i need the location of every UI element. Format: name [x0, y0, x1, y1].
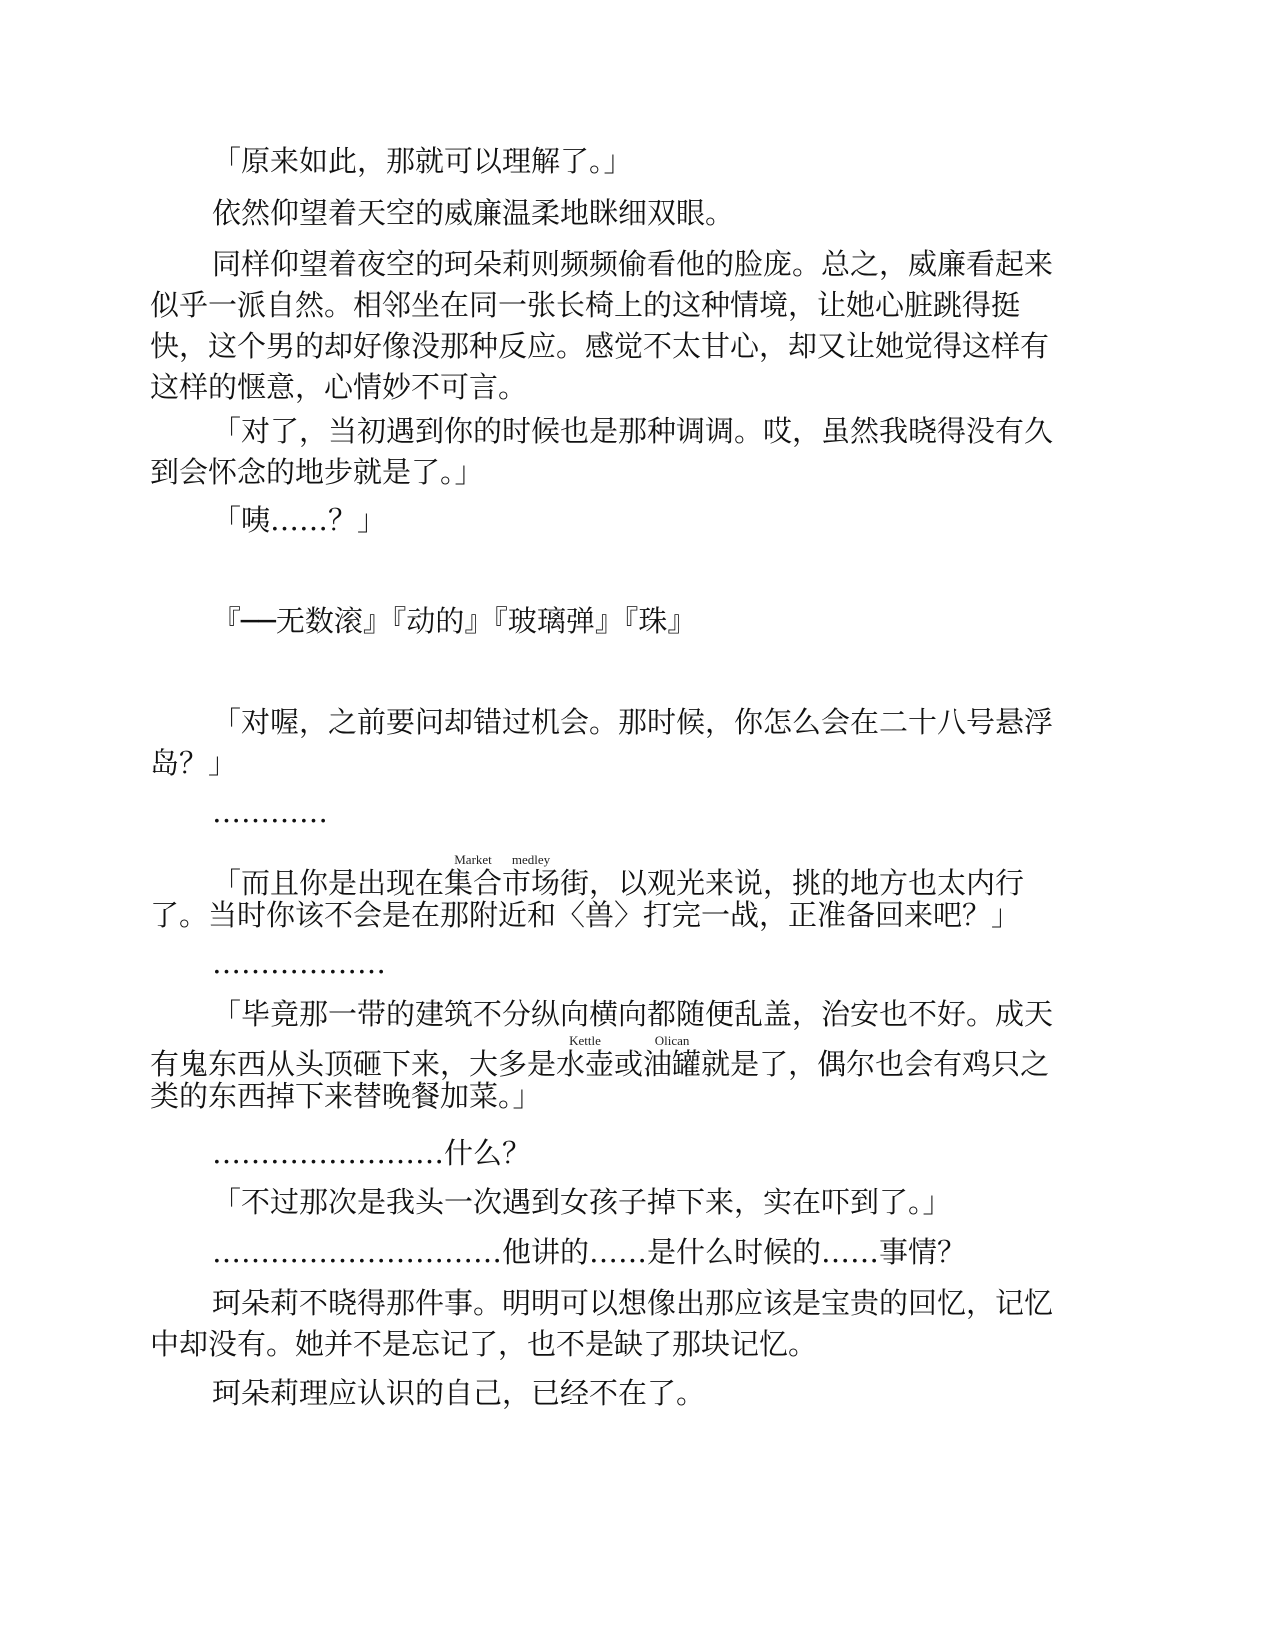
- text-segment: 街，以观光来说，挑的地方也太内行: [560, 866, 1025, 900]
- text-line: 这样的惬意，心情妙不可言。: [150, 370, 528, 404]
- text-line: [150, 852, 1125, 900]
- ruby-text: Kettle: [556, 1033, 615, 1048]
- paragraph: [150, 1232, 1187, 1273]
- ruby-annotation: [643, 1033, 702, 1081]
- text-line: 似乎一派自然。相邻坐在同一张长椅上的这种情境，让她心脏跳得挺: [150, 288, 1021, 322]
- ruby-annotation: [556, 1033, 615, 1081]
- text-line: 「不过那次是我头一次遇到女孩子掉下来，实在吓到了。」: [212, 1185, 952, 1219]
- ruby-base: 集合: [444, 866, 503, 900]
- paragraph: [150, 1133, 1187, 1174]
- paragraph: [150, 1283, 1125, 1365]
- text-line: [150, 1033, 1125, 1081]
- text-segment: 有鬼东西从头顶砸下来，大多是: [150, 1047, 557, 1081]
- text-line: 珂朵莉不晓得那件事。明明可以想像出那应该是宝贵的回忆，记忆: [212, 1286, 1054, 1320]
- text-line: 「毕竟那一带的建筑不分纵向横向都随便乱盖，治安也不好。成天: [212, 997, 1054, 1031]
- ruby-text: Market: [444, 852, 503, 867]
- text-line: 到会怀念的地步就是了。」: [150, 455, 484, 489]
- ruby-text: medley: [502, 852, 561, 867]
- paragraph: [150, 411, 1125, 493]
- paragraph: [150, 1373, 1187, 1414]
- text-line: 「咦……？」: [212, 503, 387, 537]
- text-line: 珂朵莉理应认识的自己，已经不在了。: [212, 1376, 706, 1410]
- text-line: 岛？」: [150, 746, 238, 780]
- paragraph: [150, 1182, 1187, 1223]
- paragraph: [150, 943, 1187, 984]
- paragraph: [150, 601, 1187, 642]
- text-segment: 或: [614, 1047, 644, 1081]
- paragraph: [150, 702, 1125, 784]
- text-line: 『──无数滚』『动的』『玻璃弹』『珠』: [212, 604, 697, 638]
- text-line: 中却没有。她并不是忘记了，也不是缺了那块记忆。: [150, 1327, 818, 1361]
- text-line: 类的东西掉下来替晚餐加菜。」: [150, 1079, 542, 1113]
- paragraph: [150, 994, 1125, 1117]
- text-line: 依然仰望着天空的威廉温柔地眯细双眼。: [212, 196, 735, 230]
- text-line: …………: [212, 795, 328, 829]
- paragraph: [150, 500, 1187, 541]
- text-line: 快，这个男的却好像没那种反应。感觉不太甘心，却又让她觉得这样有: [150, 329, 1050, 363]
- paragraph: [150, 141, 1187, 182]
- ruby-base: 水壶: [556, 1047, 615, 1081]
- text-segment: 就是了，偶尔也会有鸡只之: [701, 1047, 1050, 1081]
- paragraph: [150, 193, 1187, 234]
- ruby-base: 市场: [502, 866, 561, 900]
- ruby-text: Olican: [643, 1033, 702, 1048]
- ruby-base: 油罐: [643, 1047, 702, 1081]
- paragraph: [150, 854, 1125, 936]
- text-line: ………………: [212, 946, 386, 980]
- text-line: 「对喔，之前要问却错过机会。那时候，你怎么会在二十八号悬浮: [212, 705, 1054, 739]
- paragraph: [150, 792, 1187, 833]
- text-line: ……………………什么？: [212, 1136, 532, 1170]
- text-line: 「原来如此，那就可以理解了。」: [212, 144, 633, 178]
- text-line: …………………………他讲的……是什么时候的……事情？: [212, 1235, 967, 1269]
- text-line: 同样仰望着夜空的珂朵莉则频频偷看他的脸庞。总之，威廉看起来: [212, 247, 1054, 281]
- paragraph: [150, 244, 1125, 408]
- text-line: 「对了，当初遇到你的时候也是那种调调。哎，虽然我晓得没有久: [212, 414, 1054, 448]
- text-segment: 「而且你是出现在: [212, 866, 445, 900]
- text-line: 了。当时你该不会是在那附近和〈兽〉打完一战，正准备回来吧？」: [150, 898, 1021, 932]
